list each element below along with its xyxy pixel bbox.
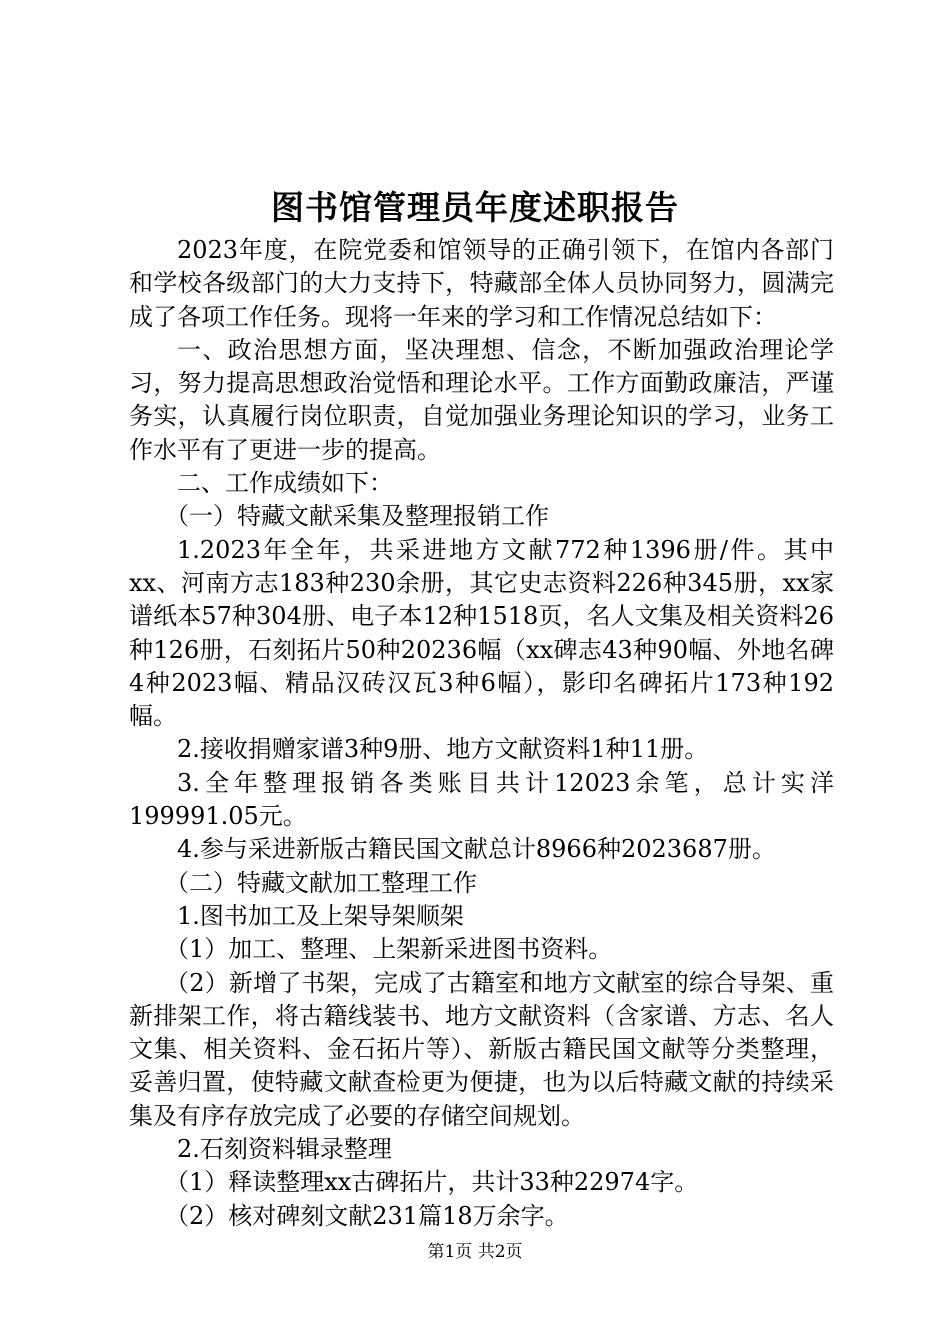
intro-paragraph: 2023年度，在院党委和馆领导的正确引领下，在馆内各部门和学校各级部门的大力支持下，特藏部全体人员协同努力，圆满完成了各项工作任务。现将一年来的学习和工作情况总结如下： xyxy=(129,236,834,331)
item-shelving-heading: 1.图书加工及上架导架顺架 xyxy=(177,901,464,930)
document-body xyxy=(129,234,834,1233)
item-ancient-books-paragraph: 4.参与采进新版古籍民国文献总计8966种2023687册。 xyxy=(177,835,776,864)
item-donation-paragraph: 2.接收捐赠家谱3种9册、地方文献资料1种11册。 xyxy=(177,735,709,764)
page-footer: 第1页 共2页 xyxy=(427,1242,523,1262)
document-title: 图书馆管理员年度述职报告 xyxy=(271,188,679,227)
subsection-processing-heading: （二）特藏文献加工整理工作 xyxy=(165,868,477,897)
item-acquisition-paragraph: 1.2023年全年，共采进地方文献772种1396册/件。其中xx、河南方志183种230余册，其它史志资料226种345册，xx家谱纸本57种304册、电子本12种1518页，名人文集及相关资料26种126册，石刻拓片50种20236幅（xx碑志43种90幅、外地名碑4种2023幅、精品汉砖汉瓦3种6幅），影印名碑拓片173种192幅。 xyxy=(129,535,834,731)
item-accounts-paragraph: 3.全年整理报销各类账目共计12023余笔，总计实洋199991.05元。 xyxy=(129,768,834,831)
item-stone-inscription-heading: 2.石刻资料辑录整理 xyxy=(177,1135,392,1164)
section-achievements-heading: 二、工作成绩如下： xyxy=(177,469,393,498)
subitem-processing-paragraph: （1）加工、整理、上架新采进图书资料。 xyxy=(165,935,613,964)
subsection-collection-heading: （一）特藏文献采集及整理报销工作 xyxy=(165,502,549,531)
subitem-verification-paragraph: （2）核对碑刻文献231篇18万余字。 xyxy=(165,1201,569,1230)
subitem-bookshelf-paragraph: （2）新增了书架，完成了古籍室和地方文献室的综合导架、重新排架工作，将古籍线装书、地方文献资料（含家谱、方志、名人文集、相关资料、金石拓片等）、新版古籍民国文献等分类整理，妥善归置，使特藏文献查检更为便捷，也为以后特藏文献的持续采集及有序存放完成了必要的存储空间规划。 xyxy=(129,968,834,1130)
section-political-paragraph: 一、政治思想方面，坚决理想、信念，不断加强政治理论学习，努力提高思想政治觉悟和理论水平。工作方面勤政廉洁，严谨务实，认真履行岗位职责，自觉加强业务理论知识的学习，业务工作水平有了更进一步的提高。 xyxy=(129,335,834,464)
subitem-rubbings-paragraph: （1）释读整理xx古碑拓片，共计33种22974字。 xyxy=(165,1168,699,1197)
